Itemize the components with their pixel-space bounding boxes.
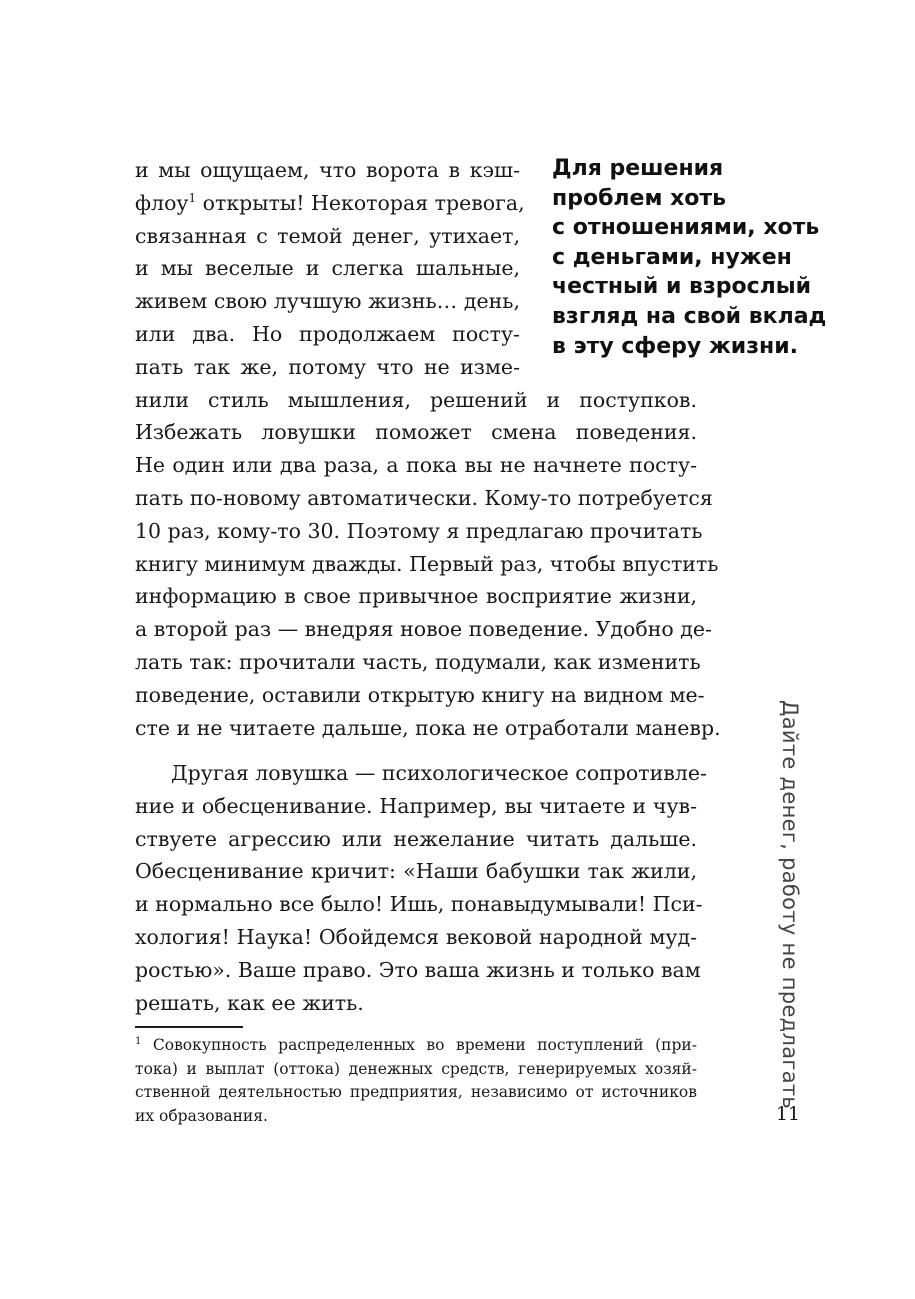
text-line: нили стиль мышления, решений и поступков. (135, 387, 697, 412)
footnote-marker: 1 (188, 190, 197, 205)
text-line: Другая ловушка — психологическое сопротивле- (171, 761, 707, 785)
pull-quote (552, 154, 827, 361)
pull-quote-line: взгляд на свой вклад (552, 303, 827, 329)
text-line: лать так: прочитали часть, подумали, как изменить (135, 649, 701, 674)
text-line: ствуете агрессию или нежелание читать дальше. (135, 826, 697, 851)
text-line: и нормально все было! Ишь, понавыдумывали! Пси- (135, 892, 703, 917)
text-fragment: Совокупность распределенных во времени поступлений (при- (152, 1036, 697, 1054)
text-line: информацию в свое привычное восприятие жизни, (135, 584, 697, 609)
footnote (135, 1034, 697, 1128)
text-line: поведение, оставили открытую книгу на видном ме- (135, 682, 705, 707)
running-head: Дайте денег, работу не предлагать (778, 700, 802, 1110)
text-fragment: флоу (135, 190, 189, 215)
text-line: Избежать ловушки поможет смена поведения. (135, 420, 697, 445)
text-line: и мы веселые и слегка шальные, (135, 256, 520, 281)
pull-quote-line: честный и взрослый (552, 274, 812, 300)
footnote-number: 1 (135, 1035, 142, 1047)
page-number: 11 (775, 1103, 800, 1125)
pull-quote-line: Для решения (552, 156, 724, 181)
footnote-divider (135, 1026, 243, 1028)
text-line: 10 раз, кому-то 30. Поэтому я предлагаю прочитать (135, 518, 703, 543)
text-line: живем свою лучшую жизнь… день, (135, 289, 520, 314)
text-line: решать, как ее жить. (135, 990, 364, 1015)
text-line: ростью». Ваше право. Это ваша жизнь и только вам (135, 957, 701, 982)
pull-quote-line: проблем хоть (552, 185, 727, 211)
text-line: пать так же, потому что не изме- (135, 354, 520, 379)
pull-quote-line: в эту сферу жизни. (552, 333, 798, 359)
text-line (135, 187, 525, 220)
text-line: ние и обесценивание. Например, вы читаете и чув- (135, 793, 697, 818)
text-line: Не один или два раза, а пока вы не начнете посту- (135, 453, 697, 478)
text-line: Обесценивание кричит: «Наши бабушки так жили, (135, 859, 697, 884)
text-line: и мы ощущаем, что ворота в кэш- (135, 158, 520, 182)
text-line: книгу минимум дважды. Первый раз, чтобы впустить (135, 551, 719, 576)
pull-quote-line: с деньгами, нужен (552, 244, 792, 270)
paragraph-2 (135, 757, 707, 1019)
text-line: а второй раз — внедряя новое поведение. Удобно де- (135, 617, 712, 642)
text-line: сте и не читаете дальше, пока не отработали маневр. (135, 715, 721, 740)
footnote-line: их образования. (135, 1106, 268, 1125)
footnote-line (135, 1034, 697, 1058)
text-line: пать по-новому автоматически. Кому-то потребуется (135, 485, 713, 510)
text-line: или два. Но продолжаем посту- (135, 321, 520, 346)
footnote-line: ственной деятельностью предприятия, независимо от источников (135, 1083, 697, 1101)
text-line: связанная с темой денег, утихает, (135, 223, 520, 248)
text-fragment: открыты! Некоторая тревога, (202, 190, 525, 215)
footnote-line: тока) и выплат (оттока) денежных средств, генерируемых хозяй- (135, 1059, 697, 1078)
text-line: хология! Наука! Обойдемся вековой народной муд- (135, 924, 697, 949)
pull-quote-line: с отношениями, хоть (552, 215, 820, 241)
